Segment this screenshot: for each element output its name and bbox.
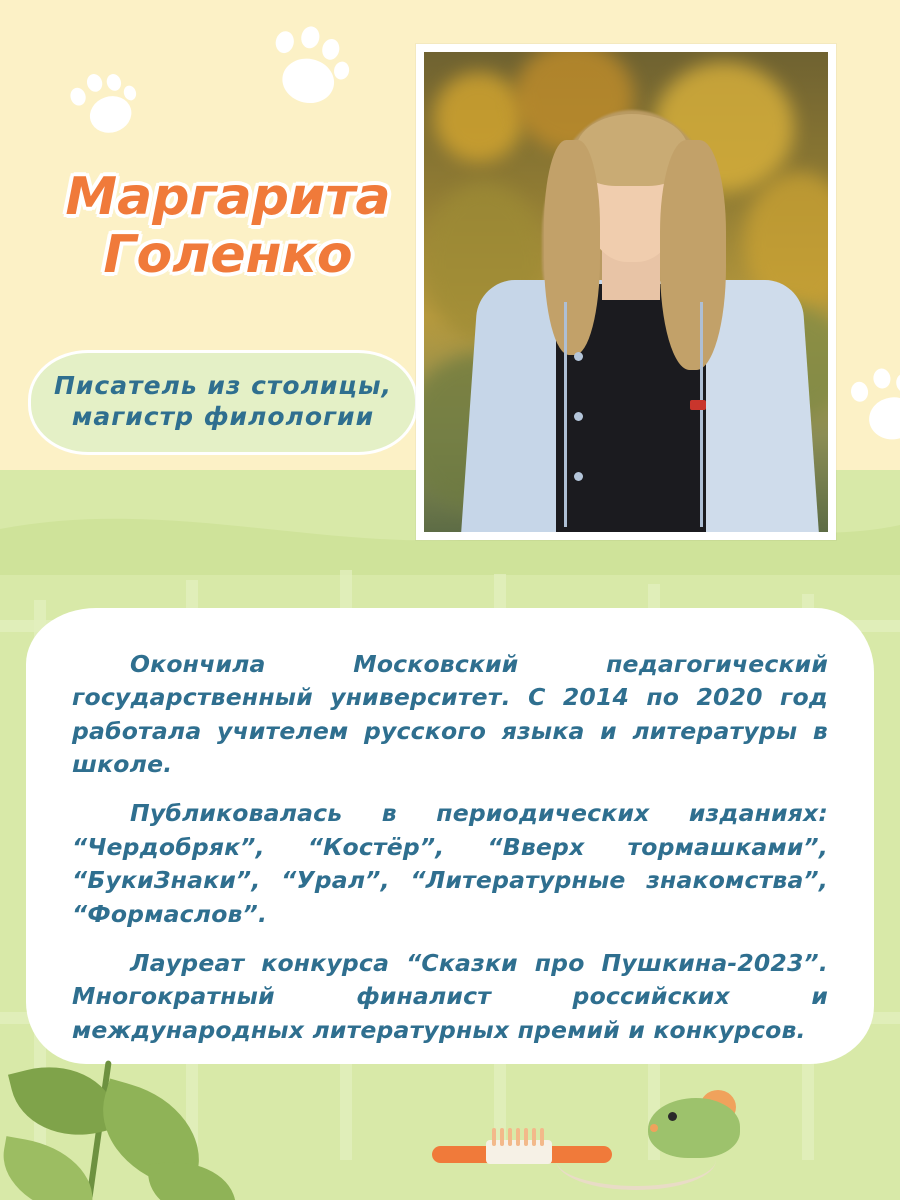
mouse-nose xyxy=(650,1124,658,1132)
page-title xyxy=(38,168,418,284)
person-figure xyxy=(424,52,828,532)
mouse-icon xyxy=(648,1098,740,1158)
paragraph: Лауреат конкурса “Сказки про Пушкина-2023”. Многократный финалист российских и международных литературных премий и конкурсов. xyxy=(72,948,828,1044)
subtitle-line-1: Писатель из столицы, xyxy=(53,371,393,400)
author-photo xyxy=(424,52,828,532)
author-photo-frame xyxy=(416,44,836,540)
mouse-eye xyxy=(668,1112,677,1121)
subtitle-line-2: магистр филологии xyxy=(71,401,375,431)
biography-text xyxy=(26,608,874,1047)
title-line-1: Маргарита xyxy=(65,167,391,227)
paragraph: Окончила Московский педагогический государственный университет. С 2014 по 2020 год работала учителем русского языка и литературы в школе. xyxy=(72,650,828,779)
title-line-2: Голенко xyxy=(103,225,353,286)
subtitle-badge xyxy=(28,350,418,455)
biography-card xyxy=(26,608,874,1064)
paragraph: Публиковалась в периодических изданиях: “Чердобряк”, “Костёр”, “Вверх тормашками”, “БукиЗнаки”, “Урал”, “Литературные знакомства”, “Формаслов”. xyxy=(72,799,828,928)
